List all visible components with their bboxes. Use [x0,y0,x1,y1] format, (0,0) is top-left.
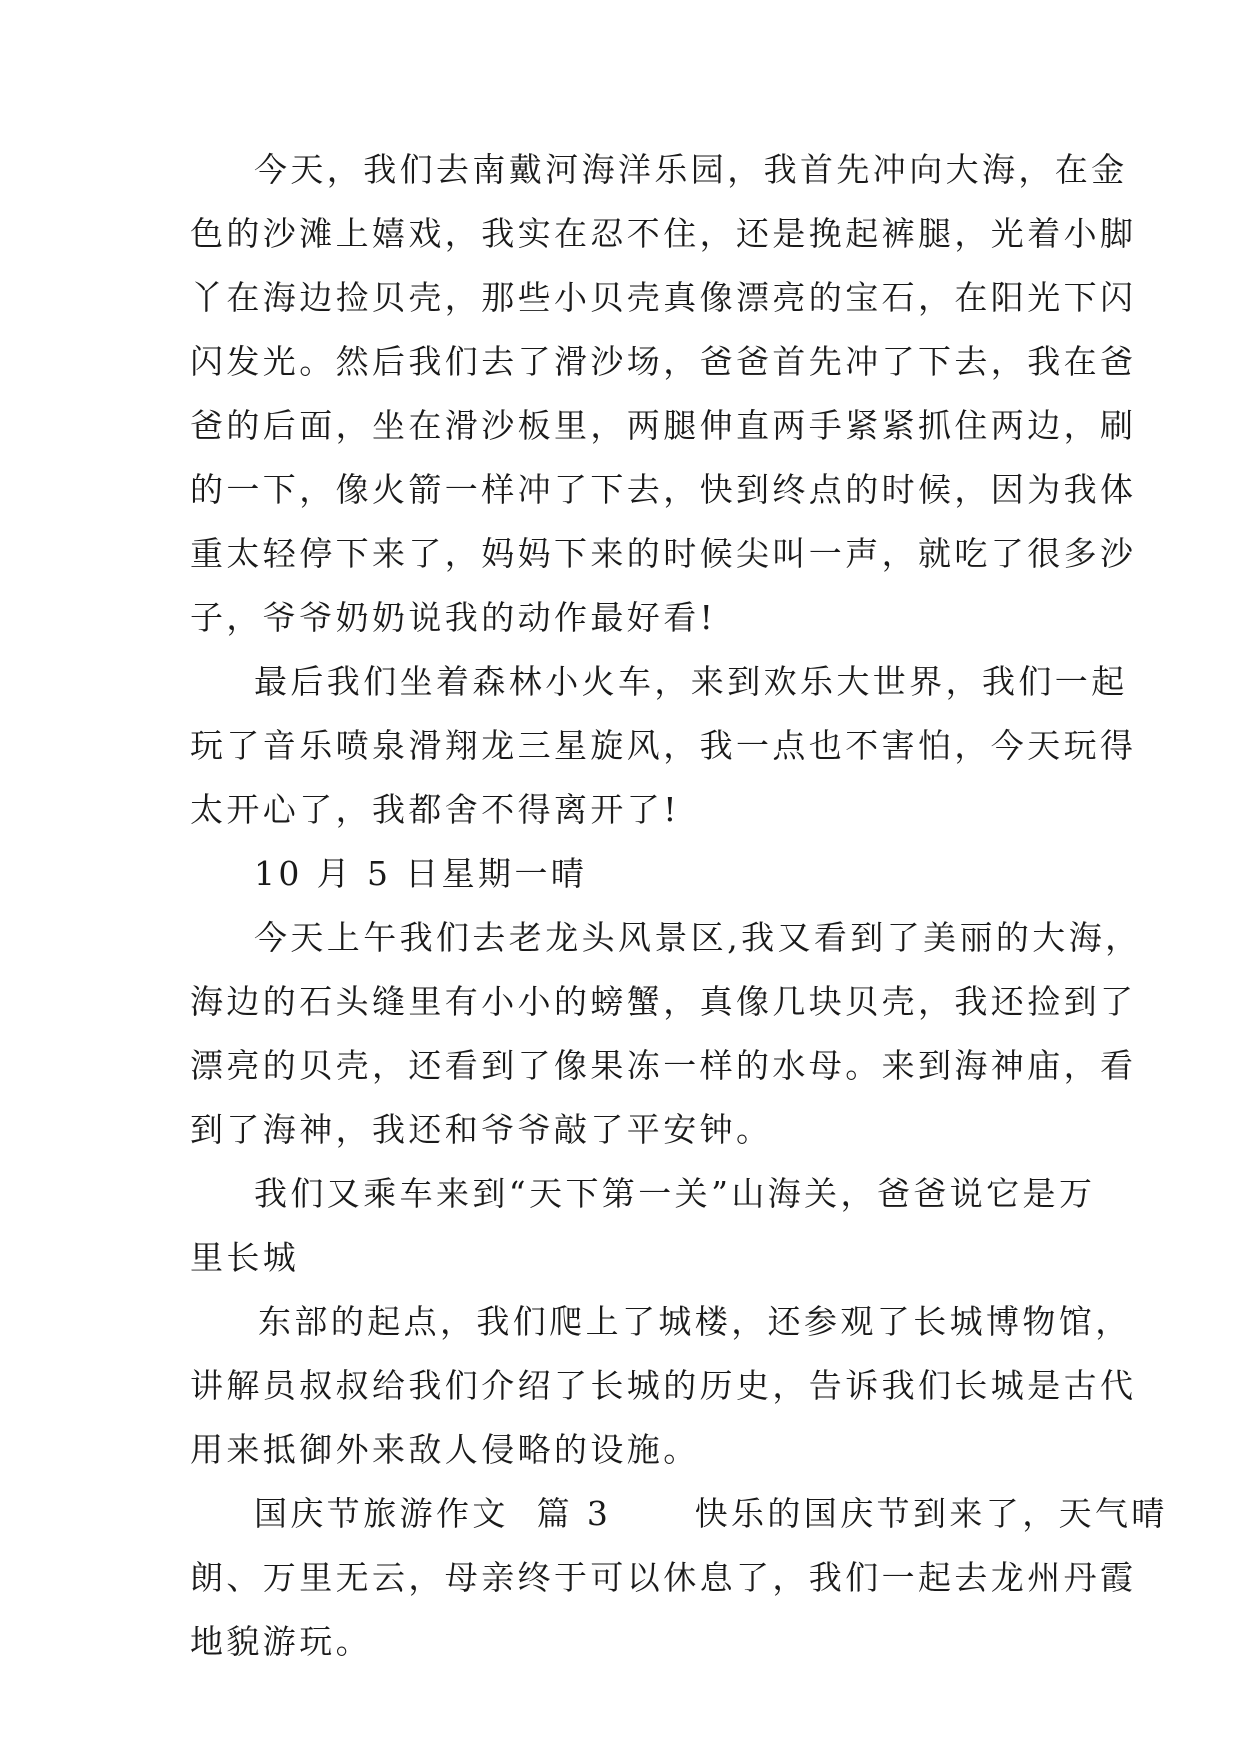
text-line: 色的沙滩上嬉戏，我实在忍不住，还是挽起裤腿，光着小脚 [190,214,1137,253]
text-line: 重太轻停下来了，妈妈下来的时候尖叫一声，就吃了很多沙 [190,534,1137,573]
text-line: 海边的石头缝里有小小的螃蟹，真像几块贝壳，我还捡到了 [190,982,1137,1021]
text-line: 太开心了，我都舍不得离开了! [190,790,680,829]
text-line: 今天，我们去南戴河海洋乐园，我首先冲向大海，在金 [254,150,1128,189]
section-heading-line: 国庆节旅游作文 篇 3 快乐的国庆节到来了，天气晴 [254,1494,1168,1533]
text-line: 里长城 [190,1238,300,1277]
text-line: 我们又乘车来到“天下第一关”山海关，爸爸说它是万 [254,1174,1096,1213]
text-line: 用来抵御外来敌人侵略的设施。 [190,1430,700,1469]
text-line: 子，爷爷奶奶说我的动作最好看! [190,598,717,637]
text-line: 漂亮的贝壳，还看到了像果冻一样的水母。来到海神庙，看 [190,1046,1137,1085]
text-line: 东部的起点，我们爬上了城楼，还参观了长城博物馆， [258,1302,1132,1341]
date-line: 10 月 5 日星期一晴 [254,854,588,893]
text-line: 丫在海边捡贝壳，那些小贝壳真像漂亮的宝石，在阳光下闪 [190,278,1137,317]
text-line: 闪发光。然后我们去了滑沙场，爸爸首先冲了下去，我在爸 [190,342,1137,381]
text-line: 地貌游玩。 [190,1622,372,1661]
text-line: 今天上午我们去老龙头风景区,我又看到了美丽的大海， [254,918,1142,957]
text-line: 到了海神，我还和爷爷敲了平安钟。 [190,1110,773,1149]
text-line: 玩了音乐喷泉滑翔龙三星旋风，我一点也不害怕，今天玩得 [190,726,1137,765]
text-line: 朗、万里无云，母亲终于可以休息了，我们一起去龙州丹霞 [190,1558,1137,1597]
text-line: 讲解员叔叔给我们介绍了长城的历史，告诉我们长城是古代 [190,1366,1137,1405]
text-line: 最后我们坐着森林小火车，来到欢乐大世界，我们一起 [254,662,1128,701]
text-line: 的一下，像火箭一样冲了下去，快到终点的时候，因为我体 [190,470,1137,509]
text-line: 爸的后面，坐在滑沙板里，两腿伸直两手紧紧抓住两边，刷 [190,406,1137,445]
